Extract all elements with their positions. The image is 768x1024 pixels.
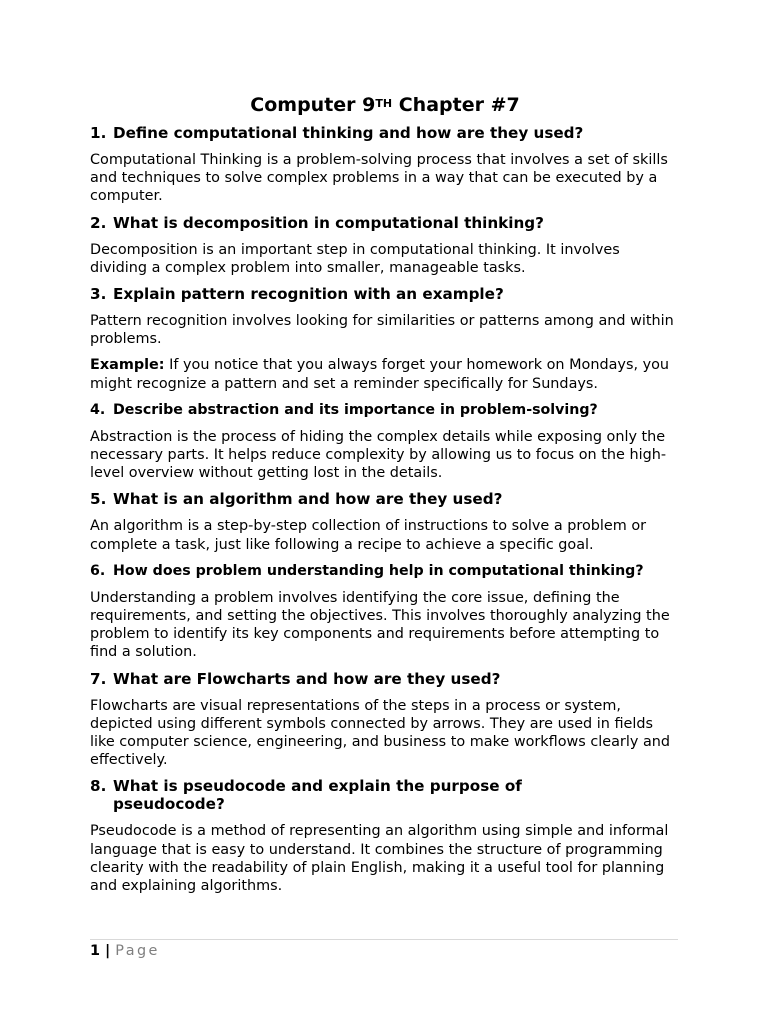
answer-paragraph: Abstraction is the process of hiding the complex details while exposing only the necessary parts. It helps reduce complexity by allowing us to focus on the high-level overview without getting lost in the details. xyxy=(90,428,667,482)
question-heading xyxy=(90,777,570,813)
question-number: 4. xyxy=(90,401,106,418)
answer-paragraph: Computational Thinking is a problem-solving process that involves a set of skills and techniques to solve complex problems in a way that can be executed by a computer. xyxy=(90,152,668,205)
answer-paragraph: Decomposition is an important step in computational thinking. It involves dividing a complex problem into smaller, manageable tasks. xyxy=(90,241,620,276)
question-number: 2. xyxy=(90,213,107,232)
question-text: How does problem understanding help in computational thinking? xyxy=(113,562,644,579)
question-number: 3. xyxy=(90,285,107,304)
question-heading xyxy=(90,490,680,508)
question-number: 1. xyxy=(90,124,107,142)
question-heading xyxy=(90,285,680,303)
answer-paragraph: Flowcharts are visual representations of the steps in a process or system, depicted using different symbols connected by arrows. They are used in fields like computer science, engineering, and business to make workflows clearly and effectively. xyxy=(90,697,671,769)
question-number: 7. xyxy=(90,669,107,688)
question-text: What is pseudocode and explain the purpose of pseudocode? xyxy=(113,777,522,814)
question-text: Define computational thinking and how are they used? xyxy=(113,124,584,142)
title-rest: Chapter #7 xyxy=(392,94,520,116)
question-heading xyxy=(90,670,680,688)
question-text: What are Flowcharts and how are they used? xyxy=(113,669,501,688)
question-text: Explain pattern recognition with an example? xyxy=(113,285,504,304)
page-label: Page xyxy=(115,943,160,959)
example-label: Example: xyxy=(90,357,165,374)
example-paragraph xyxy=(90,356,680,392)
question-heading xyxy=(90,562,680,580)
answer-paragraph: Pseudocode is a method of representing an algorithm using simple and informal language that is easy to understand. It combines the structure of programming clearity with the readability of plain English, making it a useful tool for planning and explaining algorithms. xyxy=(90,823,669,895)
question-heading xyxy=(90,124,680,142)
question-text: What is an algorithm and how are they used? xyxy=(113,490,503,509)
title-superscript: TH xyxy=(375,97,393,110)
question-heading xyxy=(90,214,680,232)
question-number: 8. xyxy=(90,777,107,796)
question-text: Describe abstraction and its importance in problem-solving? xyxy=(113,401,598,418)
answer-paragraph: An algorithm is a step-by-step collection of instructions to solve a problem or complete a task, just like following a recipe to achieve a specific goal. xyxy=(90,518,647,553)
question-number: 6. xyxy=(90,562,106,579)
answer-paragraph: Pattern recognition involves looking for similarities or patterns among and within problems. xyxy=(90,313,674,348)
question-text: What is decomposition in computational thinking? xyxy=(113,213,544,232)
question-heading xyxy=(90,401,680,419)
answer-paragraph: Understanding a problem involves identifying the core issue, defining the requirements, and setting the objectives. This involves thoroughly analyzing the problem to identify its key components and requirements before attempting to find a solution. xyxy=(90,589,670,661)
document-title xyxy=(90,92,680,118)
document-page xyxy=(90,92,680,903)
page-footer xyxy=(90,939,678,961)
example-text: If you notice that you always forget your homework on Mondays, you might recognize a pattern and set a reminder specifically for Sundays. xyxy=(90,357,670,392)
page-number: 1 | xyxy=(90,943,116,959)
title-main: Computer 9 xyxy=(250,94,376,116)
question-number: 5. xyxy=(90,490,107,509)
